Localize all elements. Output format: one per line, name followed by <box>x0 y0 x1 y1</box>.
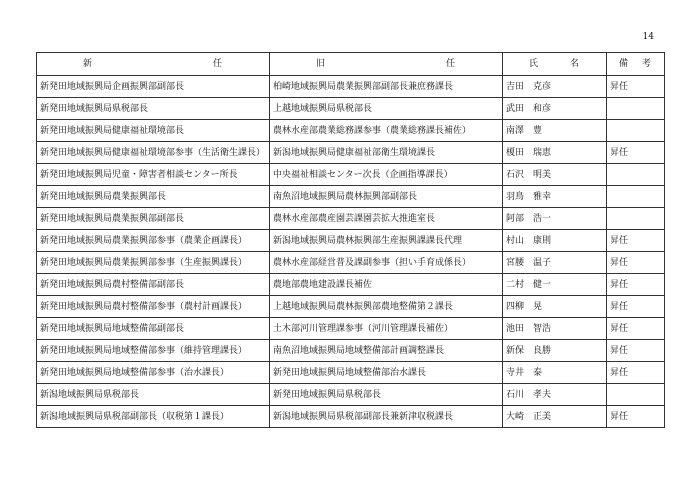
header-name: 氏名 <box>503 53 607 76</box>
personnel-table <box>36 52 665 428</box>
old-post-cell: 上越地域振興局農林振興部農地整備第２課長 <box>270 296 503 318</box>
table-row <box>37 76 665 98</box>
name-cell: 南澤 豊 <box>503 120 607 142</box>
table-row <box>37 296 665 318</box>
name-cell: 石沢 明美 <box>503 164 607 186</box>
table-row <box>37 340 665 362</box>
old-post-cell: 農林水産部経営普及課副参事（担い手育成係長） <box>270 252 503 274</box>
new-post-cell: 新発田地域振興局健康福祉環境部参事（生活衛生課長） <box>37 142 270 164</box>
name-cell: 吉田 克彦 <box>503 76 607 98</box>
table-row <box>37 274 665 296</box>
note-cell <box>607 98 665 120</box>
new-post-cell: 新発田地域振興局農業振興部参事（農業企画課長） <box>37 230 270 252</box>
name-cell: 池田 智浩 <box>503 318 607 340</box>
note-cell <box>607 208 665 230</box>
old-post-cell: 新潟地域振興局農林振興部生産振興課課長代理 <box>270 230 503 252</box>
table-row <box>37 98 665 120</box>
table-row <box>37 230 665 252</box>
note-cell: 昇任 <box>607 274 665 296</box>
note-cell: 昇任 <box>607 230 665 252</box>
table-row <box>37 384 665 406</box>
new-post-cell: 新発田地域振興局地域整備部副部長 <box>37 318 270 340</box>
note-cell: 昇任 <box>607 296 665 318</box>
note-cell <box>607 384 665 406</box>
name-cell: 榎田 瑞恵 <box>503 142 607 164</box>
table-row <box>37 252 665 274</box>
new-post-cell: 新発田地域振興局地域整備部参事（維持管理課長） <box>37 340 270 362</box>
new-post-cell: 新発田地域振興局県税部長 <box>37 98 270 120</box>
note-cell: 昇任 <box>607 318 665 340</box>
old-post-cell: 南魚沼地域振興局農林振興部副部長 <box>270 186 503 208</box>
name-cell: 羽鳥 雅幸 <box>503 186 607 208</box>
note-cell: 昇任 <box>607 340 665 362</box>
old-post-cell: 柏崎地域振興局農業振興部副部長兼庶務課長 <box>270 76 503 98</box>
page-number: 14 <box>642 32 654 42</box>
old-post-cell: 新発田地域振興局県税部長 <box>270 384 503 406</box>
note-cell <box>607 186 665 208</box>
table-row <box>37 406 665 428</box>
table-row <box>37 318 665 340</box>
name-cell: 村山 康則 <box>503 230 607 252</box>
new-post-cell: 新発田地域振興局農村整備部参事（農村計画課長） <box>37 296 270 318</box>
note-cell: 昇任 <box>607 142 665 164</box>
header-row <box>37 53 665 76</box>
header-note: 備考 <box>607 53 665 76</box>
old-post-cell: 新発田地域振興局地域整備部治水課長 <box>270 362 503 384</box>
name-cell: 二村 健一 <box>503 274 607 296</box>
new-post-cell: 新発田地域振興局児童・障害者相談センター所長 <box>37 164 270 186</box>
new-post-cell: 新発田地域振興局農業振興部長 <box>37 186 270 208</box>
header-old-post: 旧任 <box>270 53 503 76</box>
table-row <box>37 186 665 208</box>
table-row <box>37 208 665 230</box>
new-post-cell: 新発田地域振興局農村整備部副部長 <box>37 274 270 296</box>
name-cell: 寺井 泰 <box>503 362 607 384</box>
old-post-cell: 新潟地域振興局県税部副部長兼新津収税課長 <box>270 406 503 428</box>
new-post-cell: 新発田地域振興局農業振興部参事（生産振興課長） <box>37 252 270 274</box>
old-post-cell: 農林水産部農産園芸課園芸拡大推進室長 <box>270 208 503 230</box>
new-post-cell: 新発田地域振興局健康福祉環境部長 <box>37 120 270 142</box>
old-post-cell: 新潟地域振興局健康福祉部衛生環境課長 <box>270 142 503 164</box>
header-new-post: 新任 <box>37 53 270 76</box>
name-cell: 石川 孝夫 <box>503 384 607 406</box>
name-cell: 四柳 晃 <box>503 296 607 318</box>
note-cell <box>607 120 665 142</box>
note-cell: 昇任 <box>607 252 665 274</box>
table-row <box>37 120 665 142</box>
old-post-cell: 中央福祉相談センター次長（企画指導課長） <box>270 164 503 186</box>
old-post-cell: 南魚沼地域振興局地域整備部計画調整課長 <box>270 340 503 362</box>
table-row <box>37 164 665 186</box>
note-cell <box>607 164 665 186</box>
new-post-cell: 新発田地域振興局地域整備部参事（治水課長） <box>37 362 270 384</box>
table-row <box>37 362 665 384</box>
name-cell: 宮腰 温子 <box>503 252 607 274</box>
name-cell: 武田 和彦 <box>503 98 607 120</box>
name-cell: 阿部 浩一 <box>503 208 607 230</box>
new-post-cell: 新発田地域振興局企画振興部副部長 <box>37 76 270 98</box>
new-post-cell: 新発田地域振興局農業振興部副部長 <box>37 208 270 230</box>
new-post-cell: 新潟地域振興局県税部副部長（収税第１課長） <box>37 406 270 428</box>
note-cell: 昇任 <box>607 76 665 98</box>
old-post-cell: 土木部河川管理課参事（河川管理課長補佐） <box>270 318 503 340</box>
table-body <box>37 76 665 428</box>
old-post-cell: 上越地域振興局県税部長 <box>270 98 503 120</box>
old-post-cell: 農地部農地建設課長補佐 <box>270 274 503 296</box>
name-cell: 大崎 正美 <box>503 406 607 428</box>
table-row <box>37 142 665 164</box>
note-cell: 昇任 <box>607 406 665 428</box>
old-post-cell: 農林水産部農業総務課参事（農業総務課長補佐） <box>270 120 503 142</box>
new-post-cell: 新潟地域振興局県税部長 <box>37 384 270 406</box>
name-cell: 新保 良勝 <box>503 340 607 362</box>
note-cell: 昇任 <box>607 362 665 384</box>
